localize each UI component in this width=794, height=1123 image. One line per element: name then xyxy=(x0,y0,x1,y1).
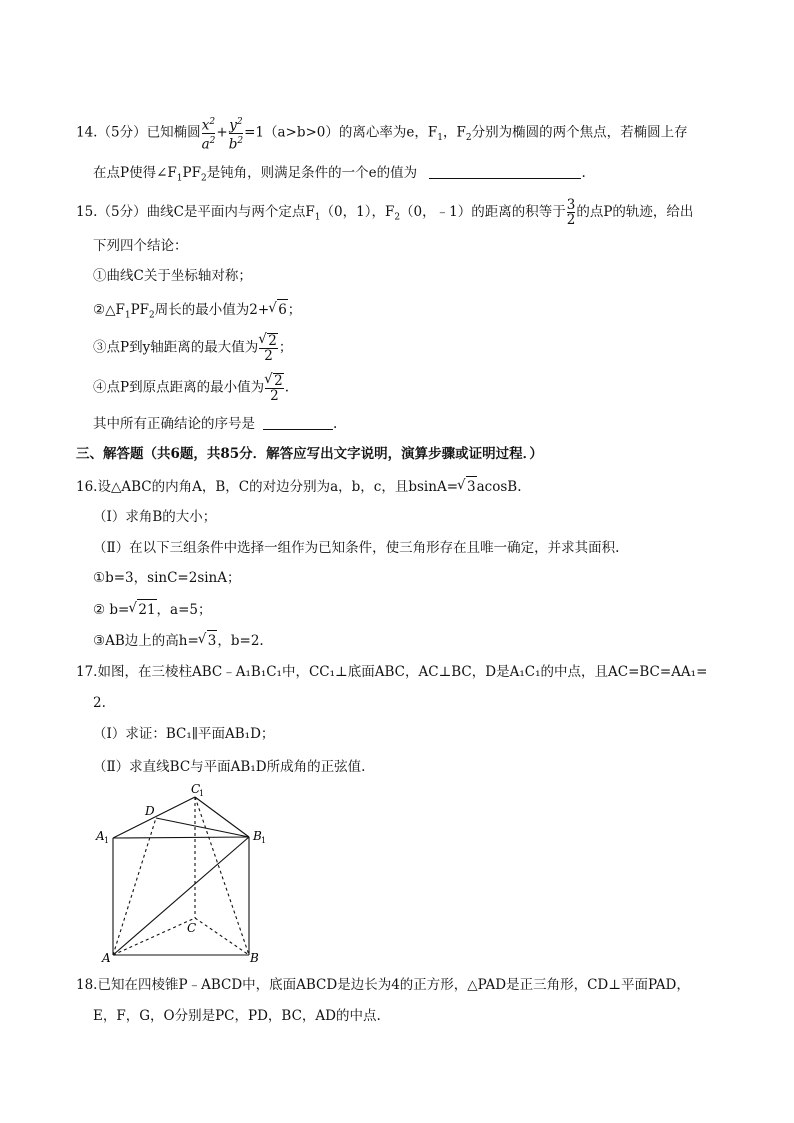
label-c1: C xyxy=(191,782,201,796)
sqrt-6: √ 6 xyxy=(269,299,288,320)
question-15-line-2: 下列四个结论： xyxy=(93,238,188,254)
question-14-line-1: 14.（5分）已知椭圆 $\frac{x^2}{a^2}$ + $\frac{y^2}{b^2}$ =1（a>b>0）的离心率为e，$F_1$，$F_2$分别为椭圆的两个焦点，若椭圆上存 xyxy=(76,117,688,152)
question-16-stem: 16.设△ABC的内角A，B，C的对边分别为a，b，c，且bsinA=√ 3acosB. xyxy=(76,476,522,497)
question-15-ask: 其中所有正确结论的序号是 . xyxy=(93,416,338,432)
question-16-part-1: （Ⅰ）求角B的大小； xyxy=(93,509,217,525)
question-17-stem: 17.如图，在三棱柱ABC﹣A₁B₁C₁中，CC₁⊥底面ABC，AC⊥BC，D是A₁C₁的中点，且AC=BC=AA₁= xyxy=(76,664,708,680)
question-17-part-1: （Ⅰ）求证：BC₁∥平面AB₁D； xyxy=(93,726,275,742)
question-16-part-2: （Ⅱ）在以下三组条件中选择一组作为已知条件，使三角形存在且唯一确定，并求其面积. xyxy=(93,540,620,556)
label-b1: B xyxy=(253,829,262,843)
question-number: 17. xyxy=(76,664,98,680)
sqrt-3: √ 3 xyxy=(458,476,477,497)
svg-text:1: 1 xyxy=(104,836,110,845)
fraction-sqrt2-over-2: √ $\frac{2}{2}$ xyxy=(265,373,284,403)
fraction-y2-b2: $\frac{y^2}{b^2}$ xyxy=(228,117,244,152)
question-number: 14. xyxy=(76,124,98,141)
question-18-stem: 18.已知在四棱锥P﹣ABCD中，底面ABCD是边长为4的正方形，△PAD是正三角形，CD⊥平面PAD， xyxy=(76,977,690,993)
conclusion-2: $②\triangle F_1PF_2$周长的最小值为2+√ 6； xyxy=(93,299,301,326)
label-b: B xyxy=(250,951,259,965)
option-2: ② b=√ 21，a=5； xyxy=(93,599,212,620)
answer-blank xyxy=(263,415,333,430)
conclusion-4: ④点P到原点距离的最小值为 √ $\frac{2}{2}$ . xyxy=(93,373,289,403)
sqrt-3: √ 3 xyxy=(199,630,218,651)
question-17-stem-cont: 2. xyxy=(93,695,106,711)
option-1: ①b=3，sinC=2sinA； xyxy=(93,570,241,586)
question-number: 16. xyxy=(76,479,98,495)
question-17-part-2: （Ⅱ）求直线BC与平面AB₁D所成角的正弦值. xyxy=(93,759,366,775)
sqrt-21: √ 21 xyxy=(129,599,156,620)
fraction-x2-a2: $\frac{x^2}{a^2}$ xyxy=(201,117,216,152)
svg-text:1: 1 xyxy=(261,836,267,845)
question-number: 15. xyxy=(76,204,98,220)
label-a: A xyxy=(102,951,111,965)
question-14-line-2: 在点P使得$\angle F_1PF_2$是钝角，则满足条件的一个e的值为 . xyxy=(93,165,586,184)
fraction-sqrt2-over-2: √ $\frac{2}{2}$ xyxy=(259,333,278,363)
svg-text:1: 1 xyxy=(199,789,205,798)
question-18-stem-cont: E，F，G，O分别是PC，PD，BC，AD的中点. xyxy=(93,1008,381,1024)
conclusion-3: ③点P到y轴距离的最大值为 √ $\frac{2}{2}$ ； xyxy=(93,333,292,363)
conclusion-1: ①曲线C关于坐标轴对称； xyxy=(93,268,252,284)
option-3: ③AB边上的高h=√ 3，b=2. xyxy=(93,630,264,651)
fraction-3-2: $\frac{3}{2}$ xyxy=(566,197,576,228)
label-c: C xyxy=(187,921,197,935)
section-3-heading: 三、解答题（共6题，共85分．解答应写出文字说明，演算步骤或证明过程．） xyxy=(76,446,543,462)
label-a1: A xyxy=(96,829,105,843)
label-d: D xyxy=(145,804,155,818)
question-number: 18. xyxy=(76,977,98,993)
question-15-line-1: 15.（5分）曲线C是平面内与两个定点$F_1(0$，1），$F_2(0$，﹣1）的距离的积等于 $\frac{3}{2}$ 的点P的轨迹，给出 xyxy=(76,197,694,228)
answer-blank xyxy=(429,164,581,179)
